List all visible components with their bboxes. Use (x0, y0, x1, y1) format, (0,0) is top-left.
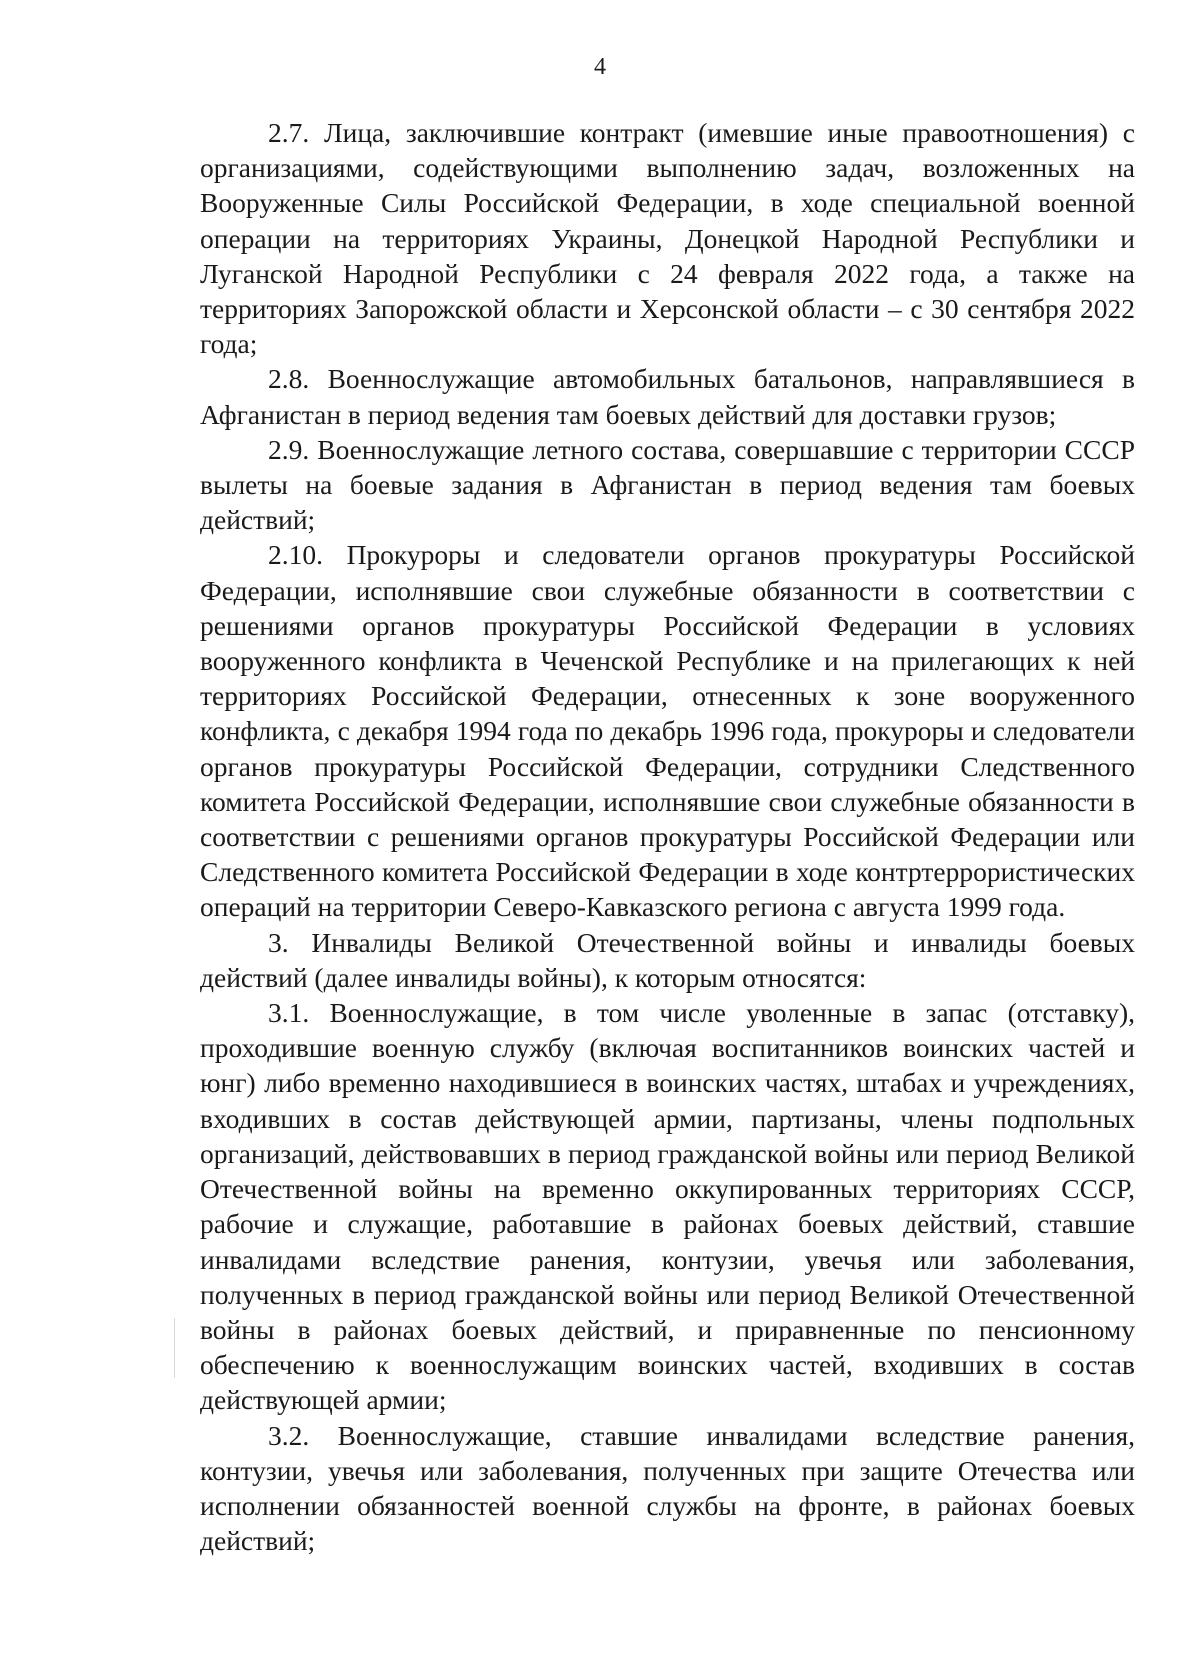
document-body (200, 115, 1135, 1558)
paragraph-3-1: 3.1. Военнослужащие, в том числе уволенные в запас (отставку), проходившие военную службу (включая воспитанников воинских частей и юнг) либо временно находившиеся в воинских частях, штабах и учреждениях, входивших в состав действующей армии, партизаны, члены подпольных организаций, действовавших в период гражданской войны или период Великой Отечественной войны на временно оккупированных территориях СССР, рабочие и служащие, работавшие в районах боевых действий, ставшие инвалидами вследствие ранения, контузии, увечья или заболевания, полученных в период гражданской войны или период Великой Отечественной войны в районах боевых действий, и приравненные по пенсионному обеспечению к военнослужащим воинских частей, входивших в состав действующей армии; (200, 997, 1135, 1416)
paragraph-2-9: 2.9. Военнослужащие летного состава, совершавшие с территории СССР вылеты на боевые задания в Афганистан в период ведения там боевых действий; (200, 433, 1135, 536)
paragraph-2-7: 2.7. Лица, заключившие контракт (имевшие иные правоотношения) с организациями, содействующими выполнению задач, возложенных на Вооруженные Силы Российской Федерации, в ходе специальной военной операции на территориях Украины, Донецкой Народной Республики и Луганской Народной Республики с 24 февраля 2022 года, а также на территориях Запорожской области и Херсонской области – с 30 сентября 2022 года; (200, 117, 1135, 360)
paragraph-2-10: 2.10. Прокуроры и следователи органов прокуратуры Российской Федерации, исполнявшие свои служебные обязанности в соответствии с решениями органов прокуратуры Российской Федерации в условиях вооруженного конфликта в Чеченской Республике и на прилегающих к ней территориях Российской Федерации, отнесенных к зоне вооруженного конфликта, с декабря 1994 года по декабрь 1996 года, прокуроры и следователи органов прокуратуры Российской Федерации, сотрудники Следственного комитета Российской Федерации, исполнявшие свои служебные обязанности в соответствии с решениями органов прокуратуры Российской Федерации или Следственного комитета Российской Федерации в ходе контртеррористических операций на территории Северо-Кавказского региона с августа 1999 года. (200, 539, 1135, 923)
paragraph-3: 3. Инвалиды Великой Отечественной войны и инвалиды боевых действий (далее инвалиды войны), к которым относятся: (200, 926, 1135, 993)
page-number: 4 (594, 54, 606, 80)
paragraph-3-2: 3.2. Военнослужащие, ставшие инвалидами вследствие ранения, контузии, увечья или заболевания, полученных при защите Отечества или исполнении обязанностей военной службы на фронте, в районах боевых действий; (200, 1419, 1135, 1557)
paragraph-2-8: 2.8. Военнослужащие автомобильных батальонов, направлявшиеся в Афганистан в период ведения там боевых действий для доставки грузов; (200, 363, 1135, 430)
scan-artifact-line (174, 1318, 175, 1378)
